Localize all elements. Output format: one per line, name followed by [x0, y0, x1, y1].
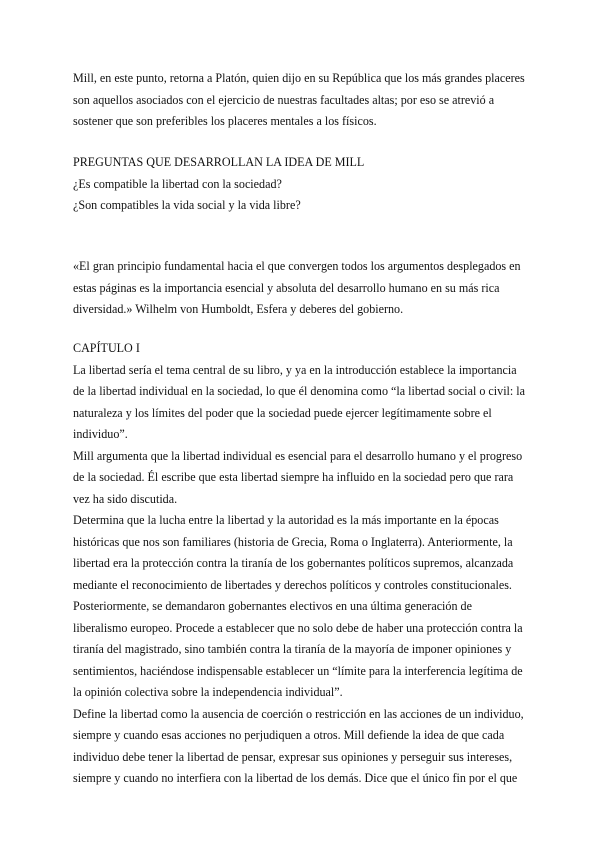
text-line: la opinión colectiva sobre la independencia individual”. [73, 685, 343, 699]
text-line: de la libertad individual en la sociedad, lo que él denomina como “la libertad social o civil: la [73, 384, 526, 398]
text-line: Mill argumenta que la libertad individual es esencial para el desarrollo humano y el progreso [73, 448, 523, 463]
text-line: siempre y cuando esas acciones no perjudiquen a otros. Mill defiende la idea de que cada [73, 728, 505, 742]
text-line: sentimientos, haciéndose indispensable establecer un “límite para la interferencia legítima de [73, 663, 523, 678]
text-line: Define la libertad como la ausencia de coerción o restricción en las acciones de un individuo, [73, 706, 524, 721]
text-line: La libertad sería el tema central de su libro, y ya en la introducción establece la importancia [73, 362, 517, 377]
chapter-heading: CAPÍTULO I [73, 341, 140, 355]
text-line: tiranía del magistrado, sino también contra la tiranía de la mayoría de imponer opiniones y [73, 642, 512, 656]
text-line: estas páginas es la importancia esencial y absoluta del desarrollo humano en su más rica [73, 280, 500, 295]
question-item: ¿Son compatibles la vida social y la vida libre? [73, 198, 301, 212]
text-line: históricas que nos son familiares (historia de Grecia, Roma o Inglaterra). Anteriormente, la [73, 534, 513, 549]
text-line: liberalismo europeo. Procede a establecer que no solo debe de haber una protección contra la [73, 620, 523, 635]
text-line: individuo debe tener la libertad de pensar, expresar sus opiniones y perseguir sus intereses, [73, 749, 513, 764]
text-line: diversidad.» Wilhelm von Humboldt, Esfera y deberes del gobierno. [73, 302, 404, 316]
text-line: individuo”. [73, 427, 128, 441]
questions-heading: PREGUNTAS QUE DESARROLLAN LA IDEA DE MILL [73, 155, 365, 169]
text-line: Mill, en este punto, retorna a Platón, quien dijo en su República que los más grandes placeres [73, 71, 525, 85]
questions-section [73, 152, 533, 217]
text-line: de la sociedad. Él escribe que esta libertad siempre ha influido en la sociedad pero que rara [73, 470, 514, 484]
text-line: Determina que la lucha entre la libertad y la autoridad es la más importante en la épocas [73, 513, 499, 527]
text-line: libertad era la protección contra la tiranía de los gobernantes políticos supremos, alcanzada [73, 556, 514, 570]
text-line: son aquellos asociados con el ejercicio de nuestras facultades altas; por eso se atrevió a [73, 92, 495, 107]
text-line: vez ha sido discutida. [73, 491, 178, 506]
intro-paragraph [73, 68, 533, 133]
text-line: sostener que son preferibles los placeres mentales a los físicos. [73, 114, 377, 128]
chapter-section [73, 338, 533, 790]
question-item: ¿Es compatible la libertad con la sociedad? [73, 176, 282, 191]
text-line: naturaleza y los límites del poder que la sociedad puede ejercer legítimamente sobre el [73, 405, 492, 420]
text-line: siempre y cuando no interfiera con la libertad de los demás. Dice que el único fin por el que [73, 771, 518, 785]
text-line: mediante el reconocimiento de libertades y derechos políticos y controles constitucionales. [73, 577, 512, 592]
text-line: «El gran principio fundamental hacia el que convergen todos los argumentos desplegados en [73, 259, 521, 273]
epigraph-quote [73, 256, 533, 321]
text-line: Posteriormente, se demandaron gobernantes electivos en una última generación de [73, 599, 472, 613]
